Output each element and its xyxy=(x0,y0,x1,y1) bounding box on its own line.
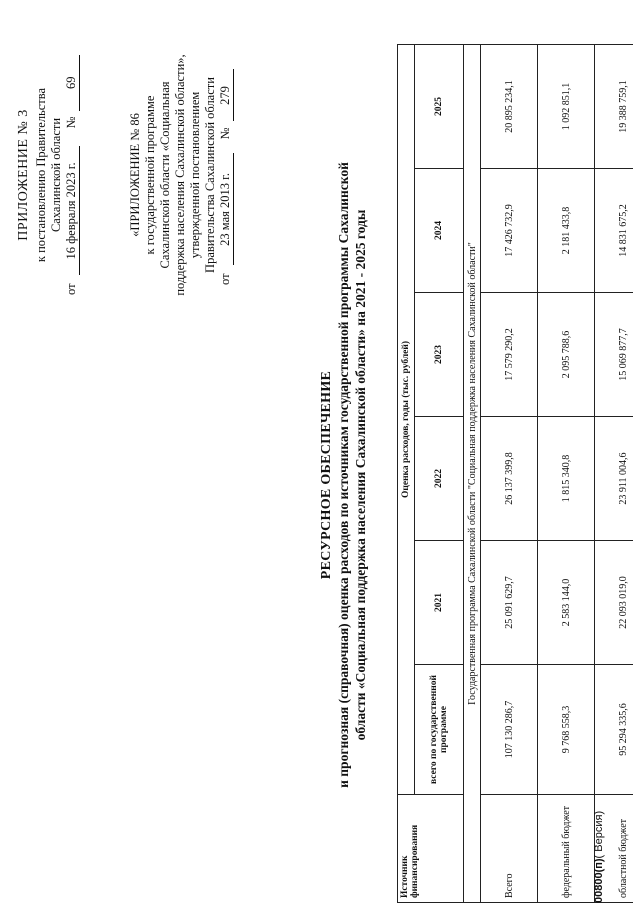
annex-line-1: к постановлению Правительства xyxy=(34,87,48,263)
annex-number: 69 xyxy=(64,55,80,111)
header-year-2025: 2025 xyxy=(415,44,464,168)
annex-heading: ПРИЛОЖЕНИЕ № 3 xyxy=(16,109,31,241)
annex2-line-4: поддержка населения Сахалинской области», xyxy=(173,54,187,296)
annex2-line-5: утвержденной постановлением xyxy=(188,91,202,259)
header-source: Источник финансирования xyxy=(398,795,464,903)
annex-from-label: от xyxy=(64,283,78,295)
table-row xyxy=(481,44,538,902)
title-line-2: и прогнозная (справочная) оценка расходов по источникам государственной программы Сахалинской xyxy=(336,162,351,788)
row-value: 17 579 290,2 xyxy=(481,293,538,417)
row-value: 17 426 732,9 xyxy=(481,169,538,293)
annex2-line-3: Сахалинской области «Социальная xyxy=(158,81,172,269)
header-year-2023: 2023 xyxy=(415,293,464,417)
row-value: 1 815 340,8 xyxy=(538,417,595,541)
table-header-row-1 xyxy=(398,44,415,902)
row-value: 23 911 004,6 xyxy=(595,417,633,541)
annex-num-label: № xyxy=(64,116,78,129)
annex2-date-line xyxy=(218,43,234,285)
row-total: 107 130 286,7 xyxy=(481,665,538,795)
row-value: 19 388 759,1 xyxy=(595,44,633,168)
annex2-line-2: к государственной программе xyxy=(143,95,157,255)
program-row xyxy=(464,44,481,902)
row-source: федеральный бюджет xyxy=(538,795,595,903)
row-source: областной бюджет xyxy=(595,795,633,903)
table-header-row-2 xyxy=(415,44,464,902)
annex2-from-label: от xyxy=(218,273,232,285)
row-value: 15 069 877,7 xyxy=(595,293,633,417)
annex2-line-1: «ПРИЛОЖЕНИЕ № 86 xyxy=(128,113,142,237)
row-value: 2 181 433,8 xyxy=(538,169,595,293)
row-source: Всего xyxy=(481,795,538,903)
title-line-3: области «Социальная поддержка населения Сахалинской области» на 2021 - 2025 годы xyxy=(353,209,368,741)
row-total: 95 294 335,6 xyxy=(595,665,633,795)
row-value: 14 831 675,2 xyxy=(595,169,633,293)
footer-code xyxy=(593,811,605,903)
header-year-2024: 2024 xyxy=(415,169,464,293)
row-total: 9 768 558,3 xyxy=(538,665,595,795)
annex2-line-6: Правительства Сахалинской области xyxy=(203,77,217,273)
footer-code-value: 00800(п) xyxy=(593,858,605,903)
annex-header-second xyxy=(128,43,234,307)
footer-version: ( Версия) xyxy=(593,810,605,859)
row-value: 1 092 851,1 xyxy=(538,44,595,168)
title-main: РЕСУРСНОЕ ОБЕСПЕЧЕНИЕ xyxy=(319,370,334,580)
table-row xyxy=(538,44,595,902)
annex2-num-label: № xyxy=(218,127,232,140)
resource-table xyxy=(397,44,633,903)
annex-line-2: Сахалинской области xyxy=(49,117,63,233)
header-year-2022: 2022 xyxy=(415,417,464,541)
row-value: 25 091 629,7 xyxy=(481,541,538,665)
program-name: Государственная программа Сахалинской области "Социальная поддержка населения Сахалинской области" xyxy=(464,44,481,902)
annex-date-line xyxy=(64,55,80,295)
header-year-2021: 2021 xyxy=(415,541,464,665)
row-value: 20 895 234,1 xyxy=(481,44,538,168)
row-value: 2 583 144,0 xyxy=(538,541,595,665)
annex-date: 16 февраля 2023 г. xyxy=(64,146,80,275)
document-title xyxy=(318,65,369,885)
table-row xyxy=(595,44,633,902)
annex2-date: 23 мая 2013 г. xyxy=(218,153,234,265)
annex-header-top xyxy=(16,55,80,295)
header-total: всего по государственной программе xyxy=(415,665,464,795)
row-value: 26 137 399,8 xyxy=(481,417,538,541)
header-group: Оценка расходов, годы (тыс. рублей) xyxy=(398,44,415,794)
row-value: 22 093 019,0 xyxy=(595,541,633,665)
row-value: 2 095 788,6 xyxy=(538,293,595,417)
annex2-number: 279 xyxy=(218,70,234,122)
